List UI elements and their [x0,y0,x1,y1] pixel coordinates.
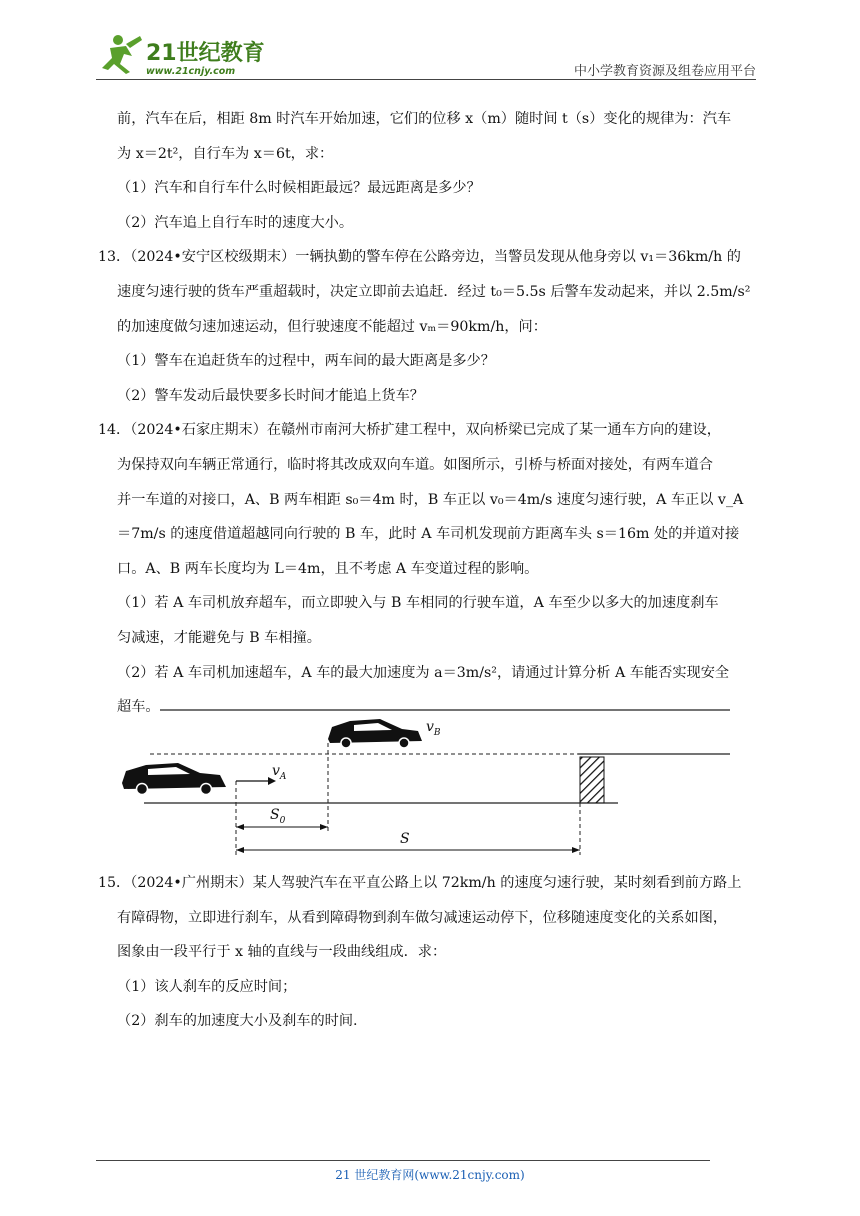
problem-12-continued [117,102,767,240]
text-line: 前，汽车在后，相距 8m 时汽车开始加速，它们的位移 x（m）随时间 t（s）变化的规律为：汽车 [117,111,732,127]
text-line: 为 x＝2t²，自行车为 x＝6t，求： [117,145,334,162]
text-line: （2）刹车的加速度大小及刹车的时间. [117,1013,358,1030]
car-a-icon [122,763,226,795]
text-line: 有障碍物，立即进行刹车，从看到障碍物到刹车做匀减速运动停下，位移随速度变化的关系如图， [117,909,728,926]
brand-logo [96,30,266,80]
document-body [98,102,767,725]
text-line: （1）警车在追赶货车的过程中，两车间的最大距离是多少？ [117,353,495,370]
lane-diagram [118,703,738,865]
text-line: 为保持双向车辆正常通行，临时将其改成双向车道。如图所示，引桥与桥面对接处，有两车道合 [117,456,713,473]
text-line: 的加速度做匀速加速运动，但行驶速度不能超过 vₘ＝90km/h，问： [117,318,547,335]
runner-icon [102,35,142,74]
problem-14 [98,413,767,724]
text-line: （2）汽车追上自行车时的速度大小。 [117,214,354,231]
problem-15 [98,866,767,1039]
merge-barrier [580,757,604,803]
label-va: $v_A$ [272,763,287,782]
text-line: 超车。 [117,699,160,716]
logo-url: www.21cnjy.com [146,66,236,77]
header-divider [96,79,756,80]
text-line: （1）汽车和自行车什么时候相距最远？最远距离是多少？ [117,180,481,197]
label-vb: $v_B$ [426,719,441,738]
text-line: （1）该人刹车的反应时间； [117,978,297,995]
problem-13 [98,240,767,413]
footer-divider [96,1160,710,1161]
text-line: （1）若 A 车司机放弃超车，而立即驶入与 B 车相同的行驶车道，A 车至少以多大的加速度刹车 [117,595,719,612]
text-line: 图象由一段平行于 x 轴的直线与一段曲线组成．求： [117,944,447,961]
logo-text: 21世纪教育 [146,41,265,66]
text-line: 速度匀速行驶的货车严重超载时，决定立即前去追赶．经过 t₀＝5.5s 后警车发动起来，并以 2.5m/s² [117,283,751,300]
text-line: ＝7m/s 的速度借道超越同向行驶的 B 车，此时 A 车司机发现前方距离车头 s＝16m 处的并道对接 [117,526,740,543]
problem-heading: 13．（2024•安宁区校级期末）一辆执勤的警车停在公路旁边，当警员发现从他身旁以 v₁＝36km/h 的 [98,249,741,266]
label-s: S [400,831,410,847]
footer-link[interactable]: 21 世纪教育网(www.21cnjy.com) [335,1168,525,1182]
label-s0: $S_0$ [270,807,286,826]
car-b-icon [328,719,422,748]
problem-heading: 15．（2024•广州期末）某人驾驶汽车在平直公路上以 72km/h 的速度匀速行驶，某时刻看到前方路上 [98,875,742,891]
text-line: （2）若 A 车司机加速超车，A 车的最大加速度为 a＝3m/s²，请通过计算分析 A 车能否实现安全 [117,664,730,681]
text-line: 并一车道的对接口，A、B 两车相距 s₀＝4m 时，B 车正以 v₀＝4m/s 速度匀速行驶，A 车正以 v_A [117,491,744,508]
text-line: 匀减速，才能避免与 B 车相撞。 [117,629,321,646]
problem-heading: 14．（2024•石家庄期末）在赣州市南河大桥扩建工程中，双向桥梁已完成了某一通车方向的建设， [98,422,721,439]
header-tagline: 中小学教育资源及组卷应用平台 [573,64,756,79]
text-line: （2）警车发动后最快要多长时间才能追上货车？ [117,387,424,404]
text-line: 口。A、B 两车长度均为 L＝4m，且不考虑 A 车变道过程的影响。 [117,560,539,577]
